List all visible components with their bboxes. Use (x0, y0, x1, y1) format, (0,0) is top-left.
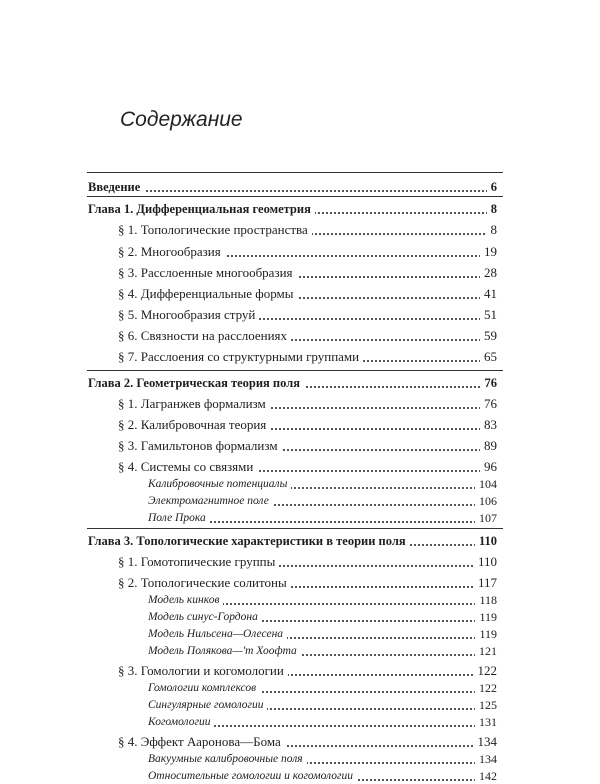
toc-entry-title: Глава 3. Топологические характеристики в теории поля (88, 533, 410, 549)
toc-section-entry (0, 327, 600, 344)
toc-section-entry (0, 264, 600, 281)
toc-section-entry (0, 306, 600, 323)
divider-line (87, 196, 503, 197)
toc-page-number: 106 (475, 493, 497, 509)
toc-entry-title: § 2. Топологические солитоны (118, 575, 291, 591)
toc-section-entry (0, 243, 600, 260)
toc-entry-title: Модель Полякова—'т Хоофта (148, 643, 301, 659)
toc-page-number: 134 (474, 734, 498, 750)
toc-entry-title: Глава 1. Дифференциальная геометрия (88, 201, 315, 217)
toc-section-entry (0, 733, 600, 750)
toc-page-number: 117 (474, 575, 497, 591)
toc-page-number: 41 (480, 286, 497, 302)
toc-page-number: 65 (480, 349, 497, 365)
toc-page-number: 8 (487, 201, 497, 217)
toc-entry-title: Модель Нильсена—Олесена (148, 626, 287, 642)
toc-page-number: 122 (475, 680, 497, 696)
toc-subsection-entry (0, 608, 600, 625)
toc-page-number: 121 (475, 643, 497, 659)
toc-chapter-entry (0, 374, 600, 391)
toc-page-number: 51 (480, 307, 497, 323)
toc-entry-title: Гомологии комплексов (148, 680, 260, 696)
toc-subsection-entry (0, 679, 600, 696)
toc-entry-title: § 7. Расслоения со структурными группами (118, 349, 363, 365)
toc-entry-title: Вакуумные калибровочные поля (148, 751, 307, 767)
toc-chapter-entry (0, 178, 600, 195)
toc-page-number: 104 (475, 476, 497, 492)
toc-page-number: 119 (475, 609, 497, 625)
toc-section-entry (0, 395, 600, 412)
toc-subsection-entry (0, 642, 600, 659)
toc-subsection-entry (0, 713, 600, 730)
toc-subsection-entry (0, 750, 600, 767)
toc-chapter-entry (0, 532, 600, 549)
toc-section-entry (0, 348, 600, 365)
toc-page-number: 119 (475, 626, 497, 642)
toc-page-number: 107 (475, 510, 497, 526)
toc-entry-title: § 5. Многообразия струй (118, 307, 259, 323)
toc-subsection-entry (0, 591, 600, 608)
toc-entry-title: § 3. Гамильтонов формализм (118, 438, 282, 454)
toc-entry-title: Поле Прока (148, 510, 210, 526)
toc-entry-title: Модель кинков (148, 592, 223, 608)
toc-section-entry (0, 416, 600, 433)
toc-section-entry (0, 221, 600, 238)
toc-page-number: 6 (487, 179, 497, 195)
toc-section-entry (0, 553, 600, 570)
toc-entry-title: Когомологии (148, 714, 214, 730)
toc-entry-title: Электромагнитное поле (148, 493, 273, 509)
toc-entry-title: § 3. Гомологии и когомологии (118, 663, 288, 679)
toc-page-number: 142 (475, 768, 497, 784)
toc-entry-title: Введение (88, 179, 144, 195)
toc-subsection-entry (0, 696, 600, 713)
toc-page-number: 59 (480, 328, 497, 344)
toc-page-number: 110 (475, 533, 497, 549)
toc-entry-title: § 2. Многообразия (118, 244, 225, 260)
toc-entry-title: § 1. Топологические пространства (118, 222, 312, 238)
toc-entry-title: § 1. Лагранжев формализм (118, 396, 270, 412)
toc-section-entry (0, 285, 600, 302)
toc-subsection-entry (0, 509, 600, 526)
toc-section-entry (0, 662, 600, 679)
toc-entry-title: Модель синус-Гордона (148, 609, 262, 625)
toc-page-number: 118 (475, 592, 497, 608)
toc-entry-title: § 6. Связности на расслоениях (118, 328, 291, 344)
toc-page-number: 8 (487, 222, 498, 238)
toc-subsection-entry (0, 767, 600, 784)
toc-entry-title: § 3. Расслоенные многообразия (118, 265, 297, 281)
toc-entry-title: § 2. Калибровочная теория (118, 417, 270, 433)
toc-entry-title: § 4. Системы со связями (118, 459, 257, 475)
toc-page-number: 125 (475, 697, 497, 713)
toc-section-entry (0, 437, 600, 454)
toc-page-number: 28 (480, 265, 497, 281)
divider-line (87, 528, 503, 529)
toc-page-number: 96 (480, 459, 497, 475)
toc-page-number: 83 (480, 417, 497, 433)
toc-chapter-entry (0, 200, 600, 217)
toc-entry-title: § 1. Гомотопические группы (118, 554, 279, 570)
toc-page-number: 89 (480, 438, 497, 454)
toc-page-number: 134 (475, 751, 497, 767)
toc-entry-title: § 4. Дифференциальные формы (118, 286, 297, 302)
divider-line (87, 370, 503, 371)
toc-entry-title: Глава 2. Геометрическая теория поля (88, 375, 304, 391)
toc-page-number: 76 (480, 396, 497, 412)
toc-subsection-entry (0, 492, 600, 509)
toc-entry-title: Сингулярные гомологии (148, 697, 267, 713)
toc-page-number: 110 (474, 554, 497, 570)
toc-entry-title: Калибровочные потенциалы (148, 476, 291, 492)
toc-subsection-entry (0, 625, 600, 642)
toc-page-number: 19 (480, 244, 497, 260)
page-title: Содержание (120, 108, 243, 131)
toc-section-entry (0, 458, 600, 475)
divider-line (87, 172, 503, 173)
toc-page-number: 76 (481, 375, 498, 391)
toc-section-entry (0, 574, 600, 591)
toc-subsection-entry (0, 475, 600, 492)
dot-leader (94, 190, 492, 192)
toc-page-number: 131 (475, 714, 497, 730)
toc-entry-title: § 4. Эффект Ааронова—Бома (118, 734, 285, 750)
toc-page-number: 122 (474, 663, 498, 679)
toc-entry-title: Относительные гомологии и когомологии (148, 768, 357, 784)
